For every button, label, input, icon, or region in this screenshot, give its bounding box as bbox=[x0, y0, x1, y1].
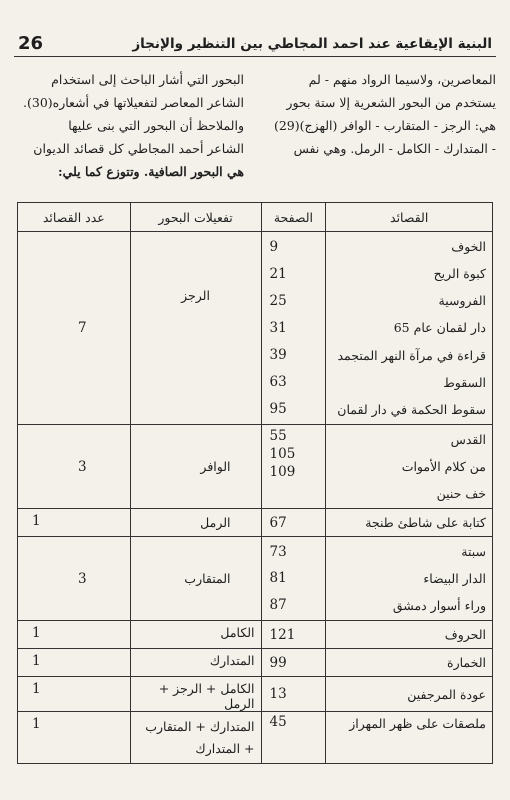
poems-cell bbox=[326, 677, 493, 712]
pages-cell bbox=[261, 232, 326, 425]
table-row bbox=[18, 712, 493, 764]
pages-cell bbox=[261, 677, 326, 712]
table-header-row bbox=[18, 203, 493, 232]
text-line: والملاحظ أن البحور التي بنى عليها bbox=[68, 118, 244, 133]
table-row bbox=[18, 649, 493, 677]
count-cell: 3 bbox=[18, 537, 131, 621]
page-value: 99 bbox=[269, 654, 287, 671]
poem-title: السقوط bbox=[443, 374, 486, 390]
poem-title: الفروسية bbox=[438, 293, 486, 309]
text-line: المعاصرين، ولاسيما الرواد منهم - لم bbox=[308, 72, 496, 87]
running-title: البنية الإيقاعية عند احمد المجاطي بين التنظير والإنجاز bbox=[132, 36, 492, 52]
page-value: 9 bbox=[269, 238, 279, 255]
poems-cell bbox=[326, 232, 493, 425]
pages-cell bbox=[261, 537, 326, 621]
pages-cell bbox=[261, 712, 326, 764]
page-header bbox=[14, 26, 496, 57]
table-row bbox=[18, 509, 493, 537]
text-line: هي: الرجز - المتقارب - الوافر (الهزج)(29) bbox=[273, 118, 496, 133]
poem-title: عودة المرجفين bbox=[407, 686, 486, 702]
page-value: 109 bbox=[269, 464, 296, 480]
poems-cell bbox=[326, 509, 493, 537]
page-value: 39 bbox=[269, 347, 287, 364]
text-line: يستخدم من البحور الشعرية إلا ستة بحور bbox=[286, 95, 496, 110]
page-value: 25 bbox=[269, 292, 287, 309]
poems-meter-table bbox=[17, 202, 493, 764]
header-count: عدد القصائد bbox=[18, 203, 131, 232]
body-column-right bbox=[266, 68, 496, 200]
page-value: 63 bbox=[269, 374, 287, 391]
pages-cell bbox=[261, 425, 326, 509]
poem-title: سبتة bbox=[461, 544, 486, 560]
page-value: 13 bbox=[269, 686, 287, 702]
page-value: 121 bbox=[269, 626, 296, 643]
pages-cell bbox=[261, 621, 326, 649]
page-value: 81 bbox=[269, 570, 287, 587]
page-value: 21 bbox=[269, 265, 287, 282]
text-line: الشاعر المعاصر لتفعيلاتها في أشعاره(30). bbox=[23, 95, 244, 110]
poem-title: الحروف bbox=[444, 627, 486, 642]
meter-cell: المتقارب bbox=[130, 537, 261, 621]
poem-title: القدس bbox=[450, 432, 486, 448]
page-value: 55 bbox=[269, 428, 287, 444]
page-value: 67 bbox=[269, 514, 287, 531]
table-row bbox=[18, 621, 493, 649]
body-column-left bbox=[14, 68, 244, 200]
count-cell: 1 bbox=[18, 712, 131, 764]
page-value: 45 bbox=[269, 714, 287, 730]
page-value: 31 bbox=[269, 319, 287, 336]
table-row bbox=[18, 537, 493, 621]
poem-title: وراء أسوار دمشق bbox=[392, 597, 486, 613]
page-value: 105 bbox=[269, 446, 296, 462]
poem-title: الخمارة bbox=[447, 655, 486, 670]
meter-cell: الكامل + الرجز + الرمل bbox=[130, 677, 261, 712]
poem-title: الدار البيضاء bbox=[423, 570, 486, 586]
body-text bbox=[14, 68, 496, 200]
poem-title: الخوف bbox=[451, 239, 486, 255]
poems-cell bbox=[326, 712, 493, 764]
poem-title: سقوط الحكمة في دار لقمان bbox=[337, 401, 486, 417]
count-cell: 1 bbox=[18, 621, 131, 649]
header-poems: القصائد bbox=[326, 203, 493, 232]
poem-title: كبوة الريح bbox=[433, 266, 486, 282]
meter-cell: الرجز bbox=[130, 232, 261, 425]
page-number: 26 bbox=[18, 33, 44, 54]
count-cell: 1 bbox=[18, 677, 131, 712]
poems-cell bbox=[326, 537, 493, 621]
poems-cell bbox=[326, 649, 493, 677]
meter-cell: الوافر bbox=[130, 425, 261, 509]
table-row bbox=[18, 232, 493, 425]
poem-title: قراءة في مرآة النهر المتجمد bbox=[337, 347, 486, 363]
poems-cell bbox=[326, 425, 493, 509]
header-meters: تفعيلات البحور bbox=[130, 203, 261, 232]
pages-cell bbox=[261, 509, 326, 537]
poem-title: خف حنين bbox=[436, 485, 486, 501]
poem-title: دار لقمان عام 65 bbox=[393, 320, 486, 336]
poem-title: ملصقات على ظهر المهراز bbox=[349, 716, 486, 731]
poem-title: من كلام الأموات bbox=[401, 458, 486, 474]
page-value: 73 bbox=[269, 543, 287, 560]
count-cell: 1 bbox=[18, 649, 131, 677]
meter-cell: الكامل bbox=[130, 621, 261, 649]
text-line: - المتدارك - الكامل - الرمل. وهي نفس bbox=[293, 141, 496, 156]
poem-title: كتابة على شاطئ طنجة bbox=[365, 515, 486, 530]
text-line: هي البحور الصافية. وتتوزع كما يلي: bbox=[58, 164, 244, 179]
meter-cell: المتدارك + المتقارب + المتدارك bbox=[130, 712, 261, 764]
count-cell: 7 bbox=[18, 232, 131, 425]
poems-cell bbox=[326, 621, 493, 649]
page-value: 95 bbox=[269, 401, 287, 418]
count-cell: 1 bbox=[18, 509, 131, 537]
pages-cell bbox=[261, 649, 326, 677]
meter-cell: المتدارك bbox=[130, 649, 261, 677]
meter-cell: الرمل bbox=[130, 509, 261, 537]
page-value: 87 bbox=[269, 597, 287, 614]
table-row bbox=[18, 425, 493, 509]
count-cell: 3 bbox=[18, 425, 131, 509]
text-line: البحور التي أشار الباحث إلى استخدام bbox=[51, 72, 244, 87]
header-page: الصفحة bbox=[261, 203, 326, 232]
table-row bbox=[18, 677, 493, 712]
text-line: الشاعر أحمد المجاطي كل قصائد الديوان bbox=[33, 141, 244, 156]
